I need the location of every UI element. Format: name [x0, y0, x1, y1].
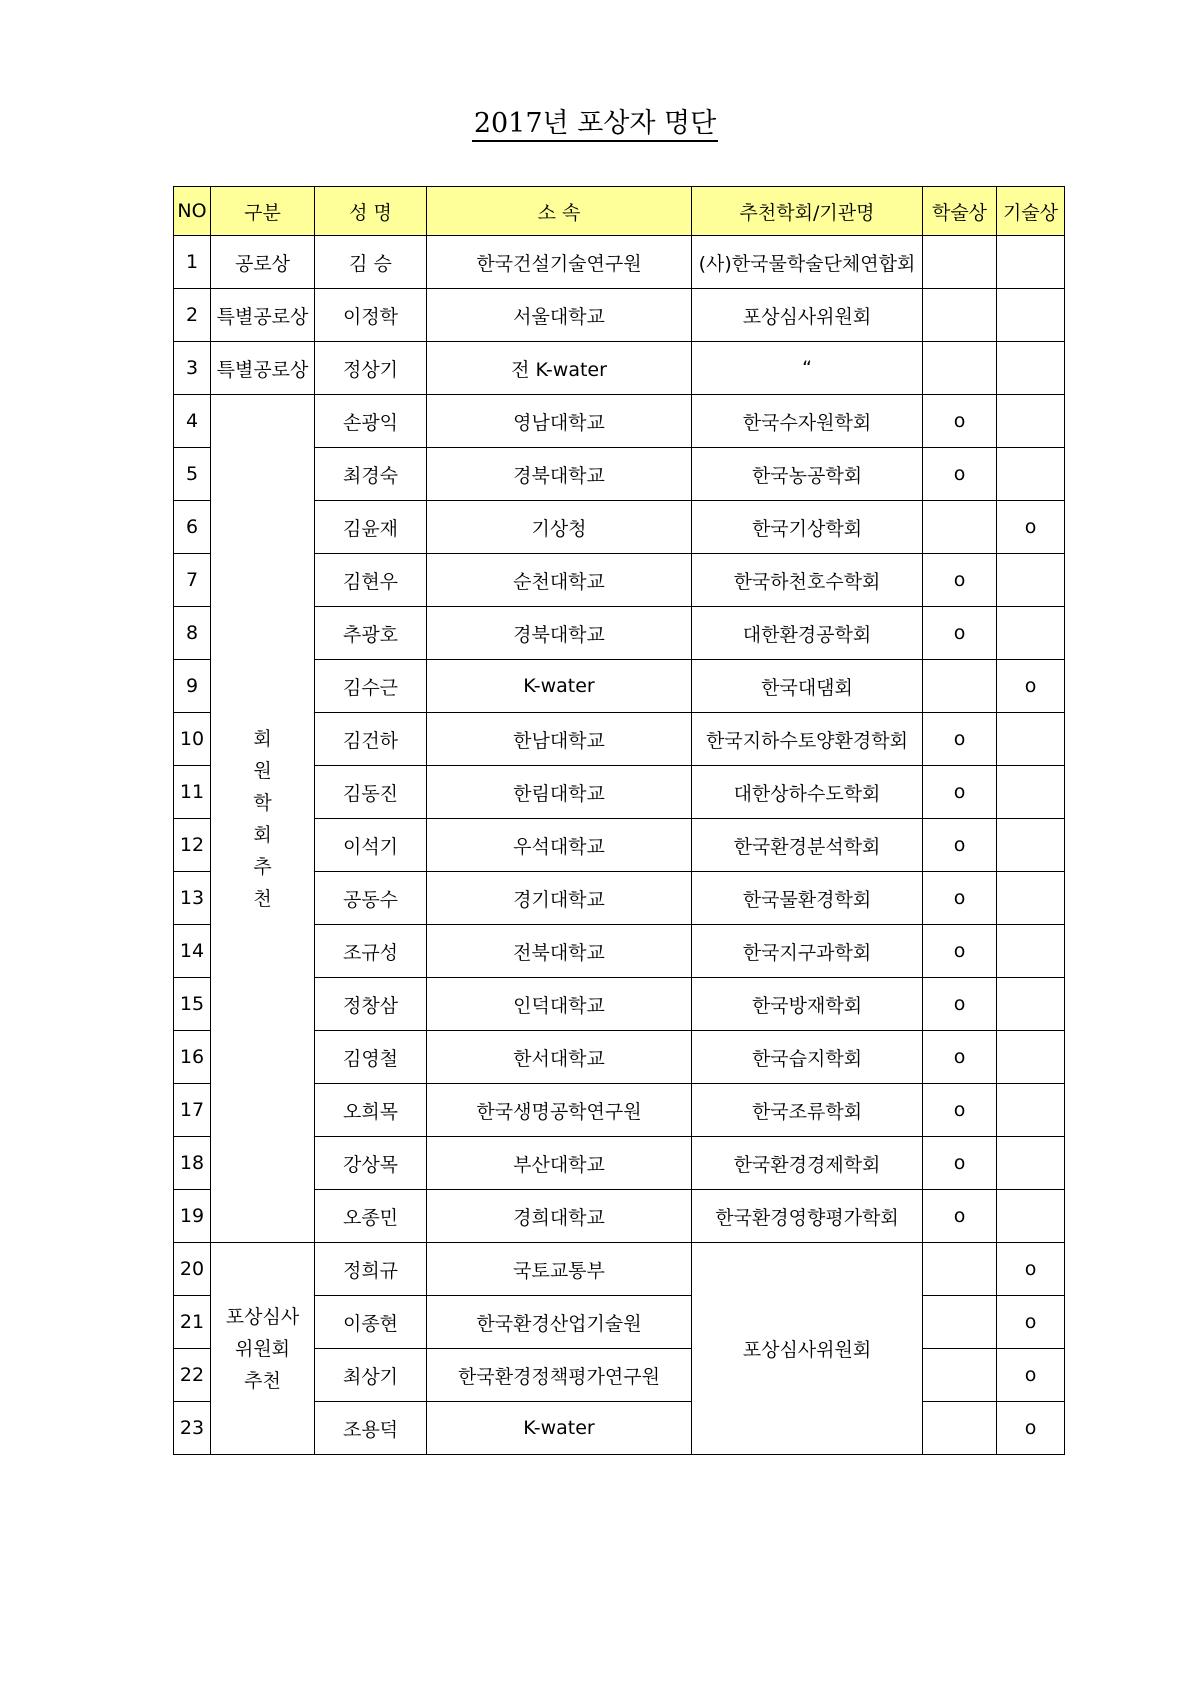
cell-no: 10 — [174, 713, 211, 766]
table-row — [174, 236, 1065, 289]
page-title-text: 2017년 포상자 명단 — [472, 108, 718, 142]
cell-name: 김동진 — [315, 766, 427, 819]
cell-technical — [997, 1190, 1065, 1243]
table-row — [174, 289, 1065, 342]
cell-name: 김건하 — [315, 713, 427, 766]
cell-no: 19 — [174, 1190, 211, 1243]
cell-technical — [997, 713, 1065, 766]
cell-technical: o — [997, 1243, 1065, 1296]
cell-no: 5 — [174, 448, 211, 501]
cell-recommender: 한국수자원학회 — [692, 395, 923, 448]
cell-academic — [923, 342, 997, 395]
cell-name: 이석기 — [315, 819, 427, 872]
cell-technical — [997, 872, 1065, 925]
header-academic: 학술상 — [923, 187, 997, 236]
cell-affiliation: 우석대학교 — [427, 819, 692, 872]
cell-name: 강상목 — [315, 1137, 427, 1190]
cell-technical — [997, 607, 1065, 660]
cell-name: 조용덕 — [315, 1402, 427, 1455]
cell-affiliation: 한국생명공학연구원 — [427, 1084, 692, 1137]
table-row — [174, 1243, 1065, 1296]
cell-affiliation: K-water — [427, 1402, 692, 1455]
cell-affiliation: 경기대학교 — [427, 872, 692, 925]
cell-recommender: 한국지하수토양환경학회 — [692, 713, 923, 766]
cell-technical — [997, 1137, 1065, 1190]
cell-no: 22 — [174, 1349, 211, 1402]
cell-recommender: 한국환경분석학회 — [692, 819, 923, 872]
cell-affiliation: 전북대학교 — [427, 925, 692, 978]
cell-recommender: 한국조류학회 — [692, 1084, 923, 1137]
header-recommender: 추천학회/기관명 — [692, 187, 923, 236]
header-no: NO — [174, 187, 211, 236]
cell-technical — [997, 1084, 1065, 1137]
cell-no: 20 — [174, 1243, 211, 1296]
cell-no: 15 — [174, 978, 211, 1031]
cell-technical — [997, 342, 1065, 395]
cell-technical — [997, 236, 1065, 289]
group-member-society-char: 원 — [253, 759, 272, 782]
cell-name: 오종민 — [315, 1190, 427, 1243]
cell-no: 12 — [174, 819, 211, 872]
cell-name: 추광호 — [315, 607, 427, 660]
group-committee-line: 추천 — [244, 1369, 281, 1392]
cell-academic: o — [923, 1084, 997, 1137]
cell-no: 4 — [174, 395, 211, 448]
group-member-society-char: 천 — [253, 887, 272, 910]
cell-name: 오희목 — [315, 1084, 427, 1137]
cell-affiliation: 한국환경산업기술원 — [427, 1296, 692, 1349]
cell-name: 김윤재 — [315, 501, 427, 554]
cell-recommender: 한국농공학회 — [692, 448, 923, 501]
cell-academic: o — [923, 1190, 997, 1243]
group-member-society-char: 회 — [253, 727, 272, 750]
cell-technical: o — [997, 1402, 1065, 1455]
cell-academic — [923, 1402, 997, 1455]
award-table — [173, 186, 1065, 1455]
header-name: 성 명 — [315, 187, 427, 236]
cell-academic — [923, 1296, 997, 1349]
cell-name: 김수근 — [315, 660, 427, 713]
table-row — [174, 395, 1065, 448]
cell-affiliation: 경북대학교 — [427, 448, 692, 501]
group-member-society — [211, 395, 315, 1243]
cell-no: 23 — [174, 1402, 211, 1455]
cell-name: 조규성 — [315, 925, 427, 978]
table-row — [174, 342, 1065, 395]
header-affiliation: 소 속 — [427, 187, 692, 236]
cell-academic — [923, 660, 997, 713]
cell-academic: o — [923, 978, 997, 1031]
cell-academic — [923, 289, 997, 342]
cell-name: 김 승 — [315, 236, 427, 289]
cell-academic: o — [923, 395, 997, 448]
cell-technical — [997, 448, 1065, 501]
cell-recommender: 한국하천호수학회 — [692, 554, 923, 607]
cell-technical — [997, 554, 1065, 607]
cell-affiliation: 기상청 — [427, 501, 692, 554]
cell-affiliation: 순천대학교 — [427, 554, 692, 607]
cell-academic: o — [923, 607, 997, 660]
cell-technical — [997, 978, 1065, 1031]
cell-no: 9 — [174, 660, 211, 713]
cell-name: 김영철 — [315, 1031, 427, 1084]
cell-academic — [923, 1243, 997, 1296]
cell-technical — [997, 1031, 1065, 1084]
cell-academic: o — [923, 1031, 997, 1084]
cell-name: 공동수 — [315, 872, 427, 925]
cell-academic — [923, 1349, 997, 1402]
cell-no: 21 — [174, 1296, 211, 1349]
cell-affiliation: 국토교통부 — [427, 1243, 692, 1296]
cell-recommender: 한국기상학회 — [692, 501, 923, 554]
cell-recommender: 대한환경공학회 — [692, 607, 923, 660]
cell-category: 공로상 — [211, 236, 315, 289]
cell-name: 최상기 — [315, 1349, 427, 1402]
group-member-society-char: 회 — [253, 823, 272, 846]
cell-recommender: 한국대댐회 — [692, 660, 923, 713]
cell-technical: o — [997, 501, 1065, 554]
group-committee — [211, 1243, 315, 1455]
header-category: 구분 — [211, 187, 315, 236]
group-member-society-char: 추 — [253, 855, 272, 878]
cell-no: 1 — [174, 236, 211, 289]
cell-name: 이종현 — [315, 1296, 427, 1349]
cell-technical — [997, 395, 1065, 448]
cell-affiliation: 한남대학교 — [427, 713, 692, 766]
group-committee-line: 위원회 — [234, 1337, 291, 1360]
cell-name: 정희규 — [315, 1243, 427, 1296]
cell-recommender: 한국물환경학회 — [692, 872, 923, 925]
cell-no: 2 — [174, 289, 211, 342]
cell-affiliation: 한국건설기술연구원 — [427, 236, 692, 289]
cell-no: 14 — [174, 925, 211, 978]
cell-technical: o — [997, 1296, 1065, 1349]
cell-affiliation: 한서대학교 — [427, 1031, 692, 1084]
group-committee-line: 포상심사 — [225, 1305, 300, 1328]
cell-no: 17 — [174, 1084, 211, 1137]
cell-academic — [923, 501, 997, 554]
cell-no: 7 — [174, 554, 211, 607]
cell-affiliation: 인덕대학교 — [427, 978, 692, 1031]
cell-name: 정창삼 — [315, 978, 427, 1031]
group-member-society-char: 학 — [253, 791, 272, 814]
cell-affiliation: 영남대학교 — [427, 395, 692, 448]
cell-academic: o — [923, 448, 997, 501]
cell-recommender: 포상심사위원회 — [692, 289, 923, 342]
cell-academic — [923, 236, 997, 289]
cell-technical — [997, 289, 1065, 342]
cell-affiliation: 경희대학교 — [427, 1190, 692, 1243]
cell-recommender: 한국환경영향평가학회 — [692, 1190, 923, 1243]
header-row — [174, 187, 1065, 236]
cell-academic: o — [923, 872, 997, 925]
cell-affiliation: 전 K-water — [427, 342, 692, 395]
cell-name: 이정학 — [315, 289, 427, 342]
cell-no: 8 — [174, 607, 211, 660]
cell-recommender: 한국환경경제학회 — [692, 1137, 923, 1190]
cell-recommender: 한국습지학회 — [692, 1031, 923, 1084]
header-technical: 기술상 — [997, 187, 1065, 236]
cell-name: 정상기 — [315, 342, 427, 395]
cell-no: 18 — [174, 1137, 211, 1190]
cell-name: 손광익 — [315, 395, 427, 448]
cell-recommender: 한국지구과학회 — [692, 925, 923, 978]
cell-academic: o — [923, 1137, 997, 1190]
cell-recommender: (사)한국물학술단체연합회 — [692, 236, 923, 289]
cell-recommender: 한국방재학회 — [692, 978, 923, 1031]
cell-academic: o — [923, 766, 997, 819]
cell-no: 11 — [174, 766, 211, 819]
cell-no: 3 — [174, 342, 211, 395]
cell-technical — [997, 925, 1065, 978]
cell-affiliation: 한림대학교 — [427, 766, 692, 819]
cell-category: 특별공로상 — [211, 342, 315, 395]
cell-academic: o — [923, 925, 997, 978]
cell-technical — [997, 819, 1065, 872]
cell-no: 6 — [174, 501, 211, 554]
cell-name: 최경숙 — [315, 448, 427, 501]
cell-no: 13 — [174, 872, 211, 925]
cell-recommender: “ — [692, 342, 923, 395]
cell-technical: o — [997, 660, 1065, 713]
cell-academic: o — [923, 554, 997, 607]
cell-technical: o — [997, 1349, 1065, 1402]
cell-affiliation: 한국환경정책평가연구원 — [427, 1349, 692, 1402]
cell-technical — [997, 766, 1065, 819]
cell-affiliation: 서울대학교 — [427, 289, 692, 342]
page-title — [0, 107, 1190, 141]
cell-affiliation: 부산대학교 — [427, 1137, 692, 1190]
cell-recommender-committee: 포상심사위원회 — [692, 1243, 923, 1455]
cell-no: 16 — [174, 1031, 211, 1084]
cell-affiliation: K-water — [427, 660, 692, 713]
cell-category: 특별공로상 — [211, 289, 315, 342]
cell-affiliation: 경북대학교 — [427, 607, 692, 660]
cell-academic: o — [923, 819, 997, 872]
cell-academic: o — [923, 713, 997, 766]
cell-name: 김현우 — [315, 554, 427, 607]
cell-recommender: 대한상하수도학회 — [692, 766, 923, 819]
